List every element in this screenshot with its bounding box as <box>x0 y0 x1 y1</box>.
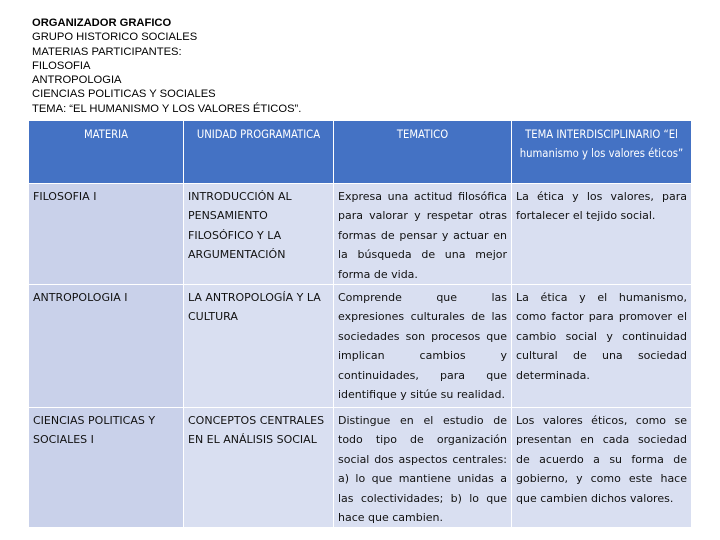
cell-unidad: INTRODUCCIÓN AL PENSAMIENTO FILOSÓFICO Y LA ARGUMENTACIÓN <box>184 184 334 285</box>
header-theme: TEMA: “EL HUMANISMO Y LOS VALORES ÉTICOS”. <box>32 102 302 115</box>
cell-unidad: CONCEPTOS CENTRALES EN EL ANÁLISIS SOCIAL <box>184 408 334 528</box>
header-group: GRUPO HISTORICO SOCIALES <box>32 31 198 44</box>
table-row <box>29 285 692 408</box>
cell-tematico: Comprende que las expresiones culturales de las sociedades son procesos que implican cambios y continuidades, para que identifique y sitúe su realidad. <box>334 285 512 408</box>
table-row <box>29 184 692 285</box>
header-participants-label: MATERIAS PARTICIPANTES: <box>32 45 182 58</box>
column-header-unidad: UNIDAD PROGRAMATICA <box>184 121 334 184</box>
organizer-table <box>28 120 692 528</box>
cell-materia: FILOSOFIA I <box>29 184 184 285</box>
column-header-materia: MATERIA <box>29 121 184 184</box>
document-header <box>32 16 692 116</box>
cell-tematico: Expresa una actitud filosófica para valorar y respetar otras formas de pensar y actuar en la búsqueda de una mejor forma de vida. <box>334 184 512 285</box>
cell-materia: CIENCIAS POLITICAS Y SOCIALES I <box>29 408 184 528</box>
column-header-tematico: TEMATICO <box>334 121 512 184</box>
cell-interdisciplinario: Los valores éticos, como se presentan en cada sociedad de acuerdo a su forma de gobierno, y como este hace que cambien dichos valores. <box>512 408 692 528</box>
header-title: ORGANIZADOR GRAFICO <box>32 17 172 29</box>
column-header-interdisciplinario: TEMA INTERDISCIPLINARIO “El humanismo y los valores éticos” <box>512 121 692 184</box>
table-header-row <box>29 121 692 184</box>
cell-interdisciplinario: La ética y el humanismo, como factor para promover el cambio social y continuidad cultural de una sociedad determinada. <box>512 285 692 408</box>
header-subject-ciencias: CIENCIAS POLITICAS Y SOCIALES <box>32 88 216 101</box>
cell-materia: ANTROPOLOGIA I <box>29 285 184 408</box>
header-subject-antropologia: ANTROPOLOGIA <box>32 74 122 87</box>
header-subject-filosofia: FILOSOFIA <box>32 59 91 72</box>
table-row <box>29 408 692 528</box>
cell-tematico: Distingue en el estudio de todo tipo de organización social dos aspectos centrales: a) lo que mantiene unidas a las colectividades; b) lo que hace que cambien. <box>334 408 512 528</box>
cell-unidad: LA ANTROPOLOGÍA Y LA CULTURA <box>184 285 334 408</box>
cell-interdisciplinario: La ética y los valores, para fortalecer el tejido social. <box>512 184 692 285</box>
